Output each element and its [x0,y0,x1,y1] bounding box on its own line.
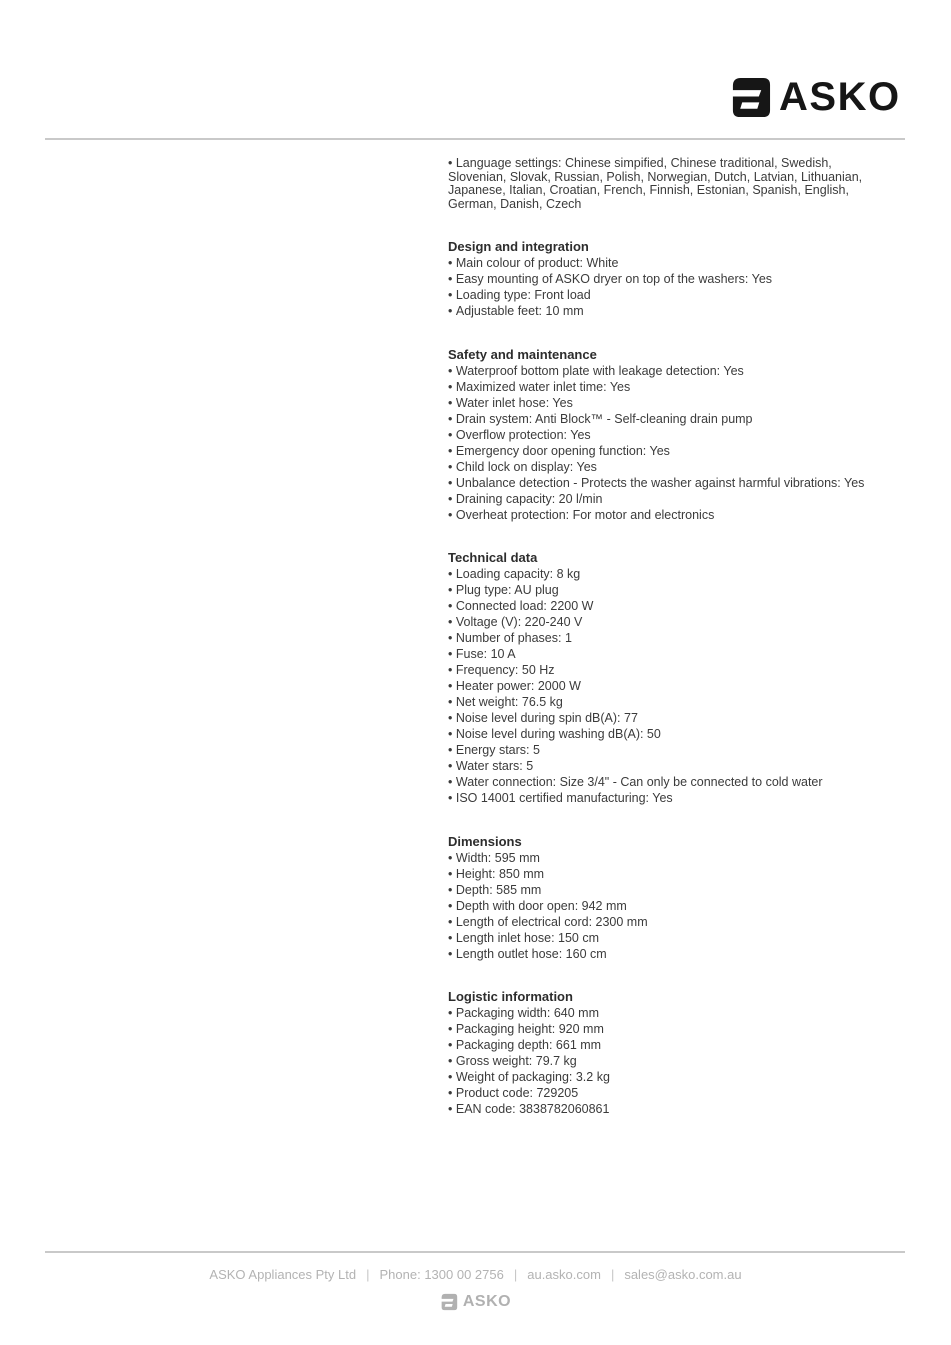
spec-item: • EAN code: 3838782060861 [448,1103,888,1117]
footer-asko-logo [0,1293,951,1311]
spec-item: • Main colour of product: White [448,257,888,271]
section-dimensions [448,834,888,962]
footer-separator: | [366,1267,370,1282]
spec-list [448,365,888,523]
spec-item: • Energy stars: 5 [448,744,888,758]
section-design-and-integration [448,239,888,319]
footer-company: ASKO Appliances Pty Ltd [209,1267,357,1282]
spec-item: • Easy mounting of ASKO dryer on top of the washers: Yes [448,273,888,287]
spec-item: • Loading capacity: 8 kg [448,568,888,582]
header-divider [45,138,905,140]
spec-item: • Weight of packaging: 3.2 kg [448,1071,888,1085]
spec-item: • Maximized water inlet time: Yes [448,381,888,395]
section-title: Safety and maintenance [448,346,597,362]
spec-item: • Water connection: Size 3/4" - Can only be connected to cold water [448,776,888,790]
spec-item: • Depth: 585 mm [448,884,888,898]
spec-item: • Connected load: 2200 W [448,600,888,614]
spec-item: • Adjustable feet: 10 mm [448,305,888,319]
spec-sheet [448,157,888,1119]
spec-item: • Water stars: 5 [448,760,888,774]
spec-item: • Packaging height: 920 mm [448,1023,888,1037]
spec-item: • Length inlet hose: 150 cm [448,932,888,946]
footer-asko-wordmark: ASKO [462,1293,512,1310]
spec-item: • Frequency: 50 Hz [448,664,888,678]
spec-item: • Voltage (V): 220-240 V [448,616,888,630]
spec-list [448,257,888,319]
spec-item: • Plug type: AU plug [448,584,888,598]
footer-phone: Phone: 1300 00 2756 [379,1267,504,1282]
section-language-settings [448,157,888,211]
spec-list [448,157,888,211]
spec-item: • Packaging depth: 661 mm [448,1039,888,1053]
footer-email: sales@asko.com.au [624,1267,742,1282]
spec-item: • ISO 14001 certified manufacturing: Yes [448,792,888,806]
spec-item: • Drain system: Anti Block™ - Self-cleaning drain pump [448,413,888,427]
spec-item: • Width: 595 mm [448,852,888,866]
spec-list [448,568,888,806]
spec-item: • Language settings: Chinese simpified, Chinese traditional, Swedish, Slovenian, Slovak, Russian, Polish, Norwegian, Dutch, Latvian, Lithuanian, Japanese, Italian, Croatian, French, Finnish, Estonian, Spanish, English, German, Danish, Czech [448,157,888,211]
asko-wordmark: ASKO [779,75,901,119]
spec-item: • Noise level during spin dB(A): 77 [448,712,888,726]
spec-item: • Net weight: 76.5 kg [448,696,888,710]
footer-contact-line [0,1267,951,1283]
spec-item: • Length outlet hose: 160 cm [448,948,888,962]
spec-item: • Water inlet hose: Yes [448,397,888,411]
section-technical-data [448,550,888,806]
footer-divider [45,1251,905,1253]
spec-item: • Length of electrical cord: 2300 mm [448,916,888,930]
spec-item: • Overflow protection: Yes [448,429,888,443]
spec-item: • Number of phases: 1 [448,632,888,646]
asko-logo [729,76,901,119]
spec-item: • Packaging width: 640 mm [448,1007,888,1021]
section-title: Dimensions [448,833,522,849]
spec-item: • Overheat protection: For motor and electronics [448,509,888,523]
asko-logo-mark-icon [440,1293,458,1311]
spec-item: • Child lock on display: Yes [448,461,888,475]
spec-list [448,852,888,962]
spec-list [448,1007,888,1117]
section-title: Design and integration [448,239,589,254]
footer-separator: | [513,1267,518,1282]
footer-separator: | [610,1267,615,1282]
spec-item: • Gross weight: 79.7 kg [448,1055,888,1069]
spec-item: • Emergency door opening function: Yes [448,445,888,459]
spec-item: • Depth with door open: 942 mm [448,900,888,914]
spec-item: • Noise level during washing dB(A): 50 [448,728,888,742]
spec-item: • Product code: 729205 [448,1087,888,1101]
section-title: Technical data [448,550,538,565]
spec-item: • Draining capacity: 20 l/min [448,493,888,507]
spec-item: • Fuse: 10 A [448,648,888,662]
spec-item: • Height: 850 mm [448,868,888,882]
footer-website: au.asko.com [527,1267,601,1282]
spec-item: • Waterproof bottom plate with leakage detection: Yes [448,365,888,379]
section-safety-and-maintenance [448,347,888,523]
section-logistic-information [448,989,888,1117]
section-title: Logistic information [448,989,573,1004]
spec-item: • Unbalance detection - Protects the washer against harmful vibrations: Yes [448,477,888,491]
asko-logo-mark-icon [729,76,772,119]
spec-item: • Loading type: Front load [448,289,888,303]
spec-item: • Heater power: 2000 W [448,680,888,694]
